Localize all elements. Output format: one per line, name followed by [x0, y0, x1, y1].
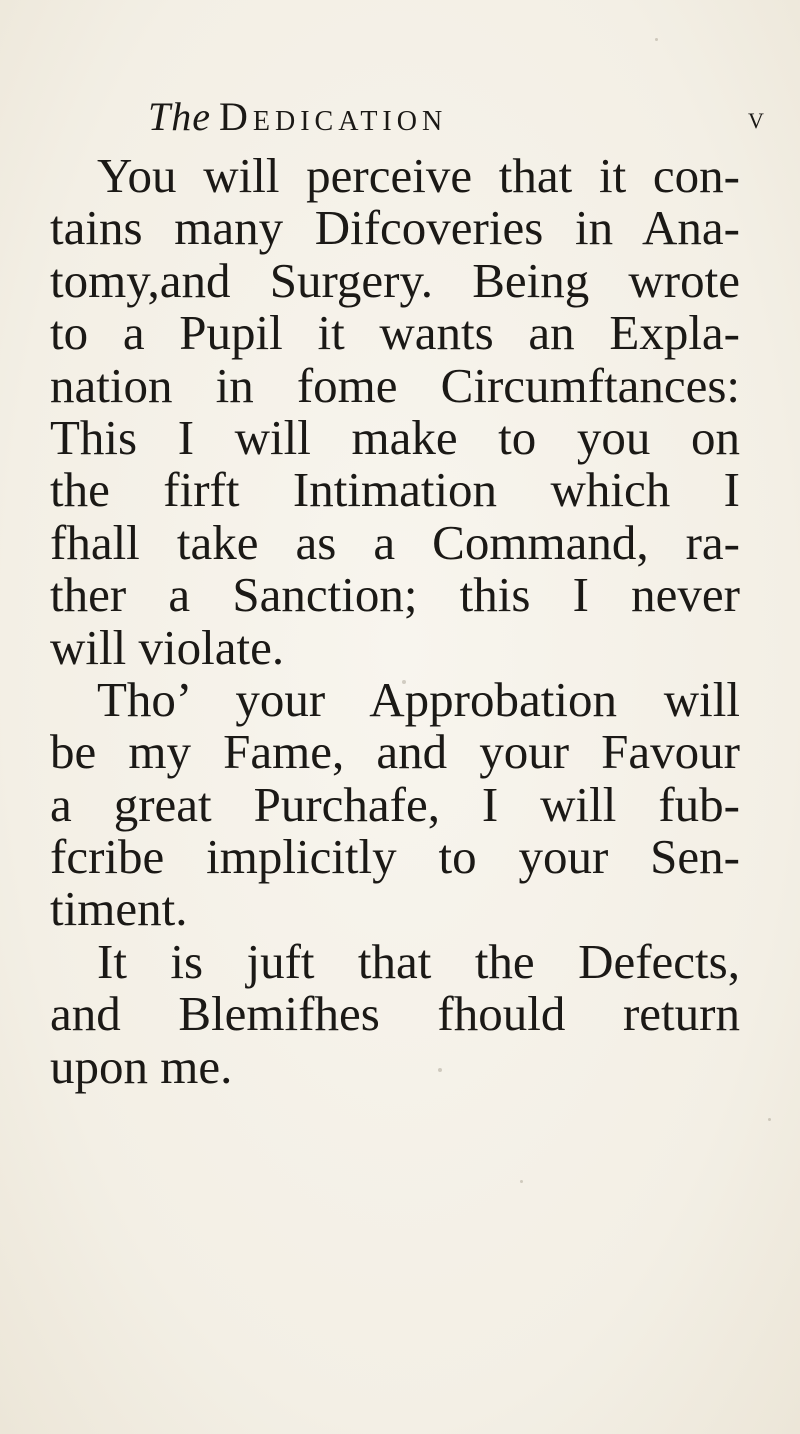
text-line: fhall take as a Command, ra-: [50, 514, 740, 570]
text-line: timent.: [50, 881, 188, 937]
text-line: will violate.: [50, 619, 285, 675]
text-line: fcribe implicitly to your Sen-: [50, 829, 740, 885]
paper-speck: [520, 1180, 523, 1183]
text-line: to a Pupil it wants an Expla-: [50, 305, 740, 361]
paper-speck: [402, 680, 406, 684]
text-line: Tho’ your Approbation will: [97, 671, 740, 727]
paper-speck: [655, 38, 658, 41]
text-line: tomy,and Surgery. Being wrote: [50, 252, 740, 308]
page-number: v: [748, 99, 764, 135]
running-head-the: The: [148, 94, 211, 139]
text-line: and Blemifhes fhould return: [50, 986, 740, 1042]
text-line: ther a Sanction; this I never: [50, 567, 740, 623]
paper-speck: [438, 1068, 442, 1072]
text-line: tains many Difcoveries in Ana-: [50, 200, 740, 256]
text-line: upon me.: [50, 1038, 233, 1094]
running-head-dedication: Dedication: [219, 94, 448, 139]
running-head: [148, 92, 788, 142]
text-line: the firft Intimation which I: [50, 462, 740, 518]
text-line: You will perceive that it con-: [97, 148, 740, 203]
text-line: It is juft that the Defects,: [97, 933, 740, 989]
text-line: nation in fome Circumftances:: [50, 357, 740, 413]
running-head-title: [148, 92, 447, 142]
text-line: This I will make to you on: [50, 409, 740, 465]
body-text: [50, 150, 740, 1093]
text-line: be my Fame, and your Favour: [50, 724, 740, 780]
text-line: a great Purchafe, I will fub-: [50, 776, 740, 832]
paper-speck: [768, 1118, 771, 1121]
